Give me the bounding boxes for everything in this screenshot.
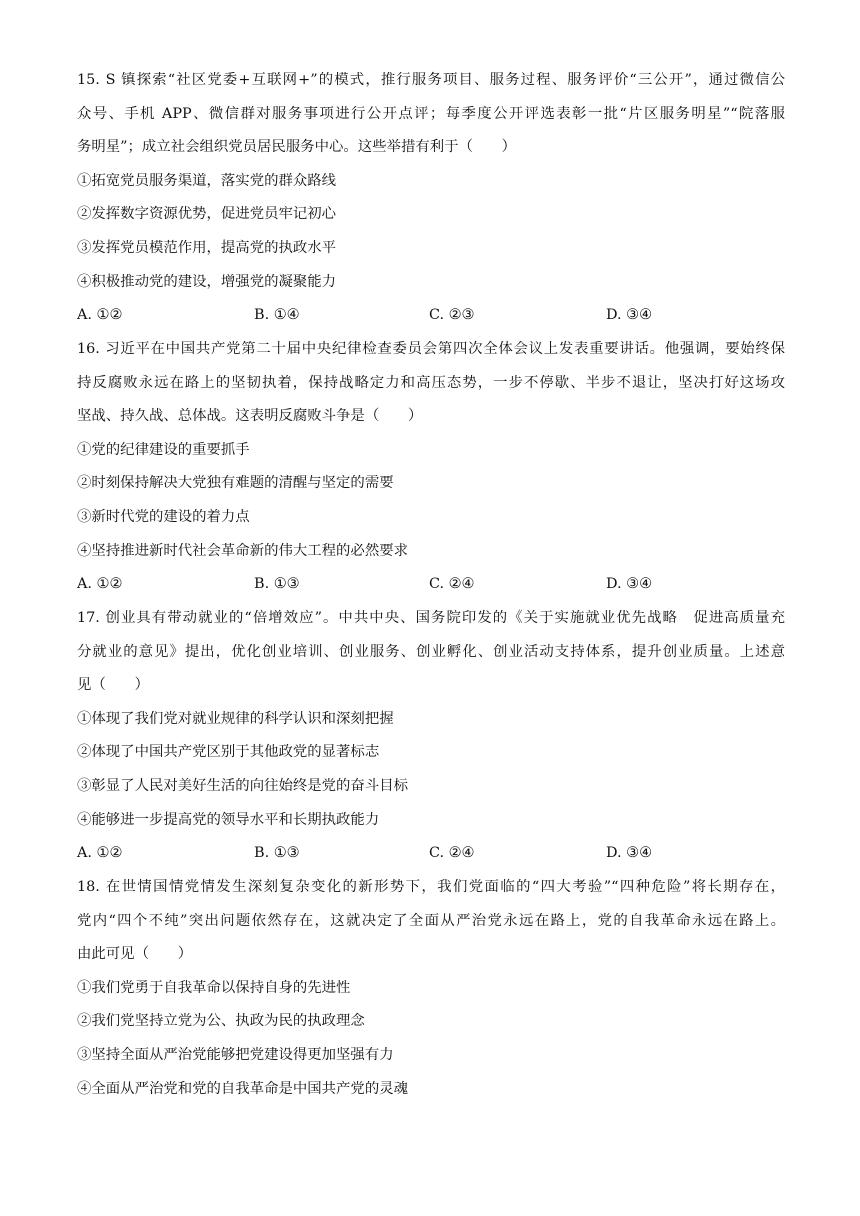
question-17 bbox=[77, 602, 785, 871]
option-c: C. ②③ bbox=[429, 307, 475, 324]
option-a: A. ①② bbox=[77, 576, 123, 593]
statement-2: ②体现了中国共产党区别于其他政党的显著标志 bbox=[77, 744, 380, 761]
question-stem-line: 务明星”；成立社会组织党员居民服务中心。这些举措有利于（ ） bbox=[77, 139, 517, 156]
question-stem-line: 持反腐败永远在路上的坚韧执着，保持战略定力和高压态势，一步不停歇、半步不退让，坚决打好这场攻 bbox=[77, 374, 785, 391]
statement-1: ①党的纪律建设的重要抓手 bbox=[77, 441, 250, 458]
statement-3: ③彰显了人民对美好生活的向往始终是党的奋斗目标 bbox=[77, 777, 408, 794]
question-stem-line: 18. 在世情国情党情发生深刻复杂变化的新形势下，我们党面临的“四大考验”“四种危险”将长期存在， bbox=[77, 879, 785, 895]
question-stem-line: 党内“四个不纯”突出问题依然存在，这就决定了全面从严治党永远在路上，党的自我革命永远在路上。 bbox=[77, 912, 785, 929]
statement-2: ②我们党坚持立党为公、执政为民的执政理念 bbox=[77, 1013, 365, 1030]
question-stem-line: 16. 习近平在中国共产党第二十届中央纪律检查委员会第四次全体会议上发表重要讲话。他强调，要始终保 bbox=[77, 341, 785, 357]
question-stem-line: 坚战、持久战、总体战。这表明反腐败斗争是（ ） bbox=[77, 408, 423, 425]
question-16 bbox=[77, 333, 785, 602]
statement-3: ③坚持全面从严治党能够把党建设得更加坚强有力 bbox=[77, 1046, 394, 1063]
question-15 bbox=[77, 64, 785, 333]
answer-options bbox=[77, 837, 785, 871]
option-d: D. ③④ bbox=[606, 845, 652, 862]
statement-4: ④全面从严治党和党的自我革命是中国共产党的灵魂 bbox=[77, 1080, 408, 1097]
statement-1: ①体现了我们党对就业规律的科学认识和深刻把握 bbox=[77, 710, 394, 727]
option-a: A. ①② bbox=[77, 845, 123, 862]
question-stem-line: 众号、手机 APP、微信群对服务事项进行公开点评；每季度公开评选表彰一批“片区服务明星”“院落服 bbox=[77, 105, 785, 122]
question-stem-line: 见（ ） bbox=[77, 677, 149, 694]
statement-2: ②时刻保持解决大党独有难题的清醒与坚定的需要 bbox=[77, 475, 394, 492]
statement-3: ③新时代党的建设的着力点 bbox=[77, 508, 250, 525]
statement-1: ①拓宽党员服务渠道，落实党的群众路线 bbox=[77, 172, 337, 189]
statement-4: ④积极推动党的建设，增强党的凝聚能力 bbox=[77, 273, 337, 290]
option-b: B. ①③ bbox=[254, 576, 300, 593]
option-c: C. ②④ bbox=[429, 845, 475, 862]
question-stem-line: 15. S 镇探索“社区党委+互联网+”的模式，推行服务项目、服务过程、服务评价“三公开”，通过微信公 bbox=[77, 72, 785, 88]
question-stem-line: 分就业的意见》提出，优化创业培训、创业服务、创业孵化、创业活动支持体系，提升创业质量。上述意 bbox=[77, 643, 785, 660]
option-b: B. ①③ bbox=[254, 845, 300, 862]
statement-3: ③发挥党员模范作用，提高党的执政水平 bbox=[77, 239, 337, 256]
statement-1: ①我们党勇于自我革命以保持自身的先进性 bbox=[77, 979, 351, 996]
option-c: C. ②④ bbox=[429, 576, 475, 593]
option-d: D. ③④ bbox=[606, 576, 652, 593]
answer-options bbox=[77, 299, 785, 333]
option-d: D. ③④ bbox=[606, 307, 652, 324]
statement-2: ②发挥数字资源优势，促进党员牢记初心 bbox=[77, 206, 337, 223]
question-stem-line: 17. 创业具有带动就业的“倍增效应”。中共中央、国务院印发的《关于实施就业优先战略 促进高质量充 bbox=[77, 610, 785, 626]
answer-options bbox=[77, 568, 785, 602]
statement-4: ④能够进一步提高党的领导水平和长期执政能力 bbox=[77, 811, 380, 828]
question-stem-line: 由此可见（ ） bbox=[77, 946, 193, 963]
statement-4: ④坚持推进新时代社会革命新的伟大工程的必然要求 bbox=[77, 542, 408, 559]
option-a: A. ①② bbox=[77, 307, 123, 324]
option-b: B. ①④ bbox=[254, 307, 300, 324]
question-18 bbox=[77, 871, 785, 1106]
